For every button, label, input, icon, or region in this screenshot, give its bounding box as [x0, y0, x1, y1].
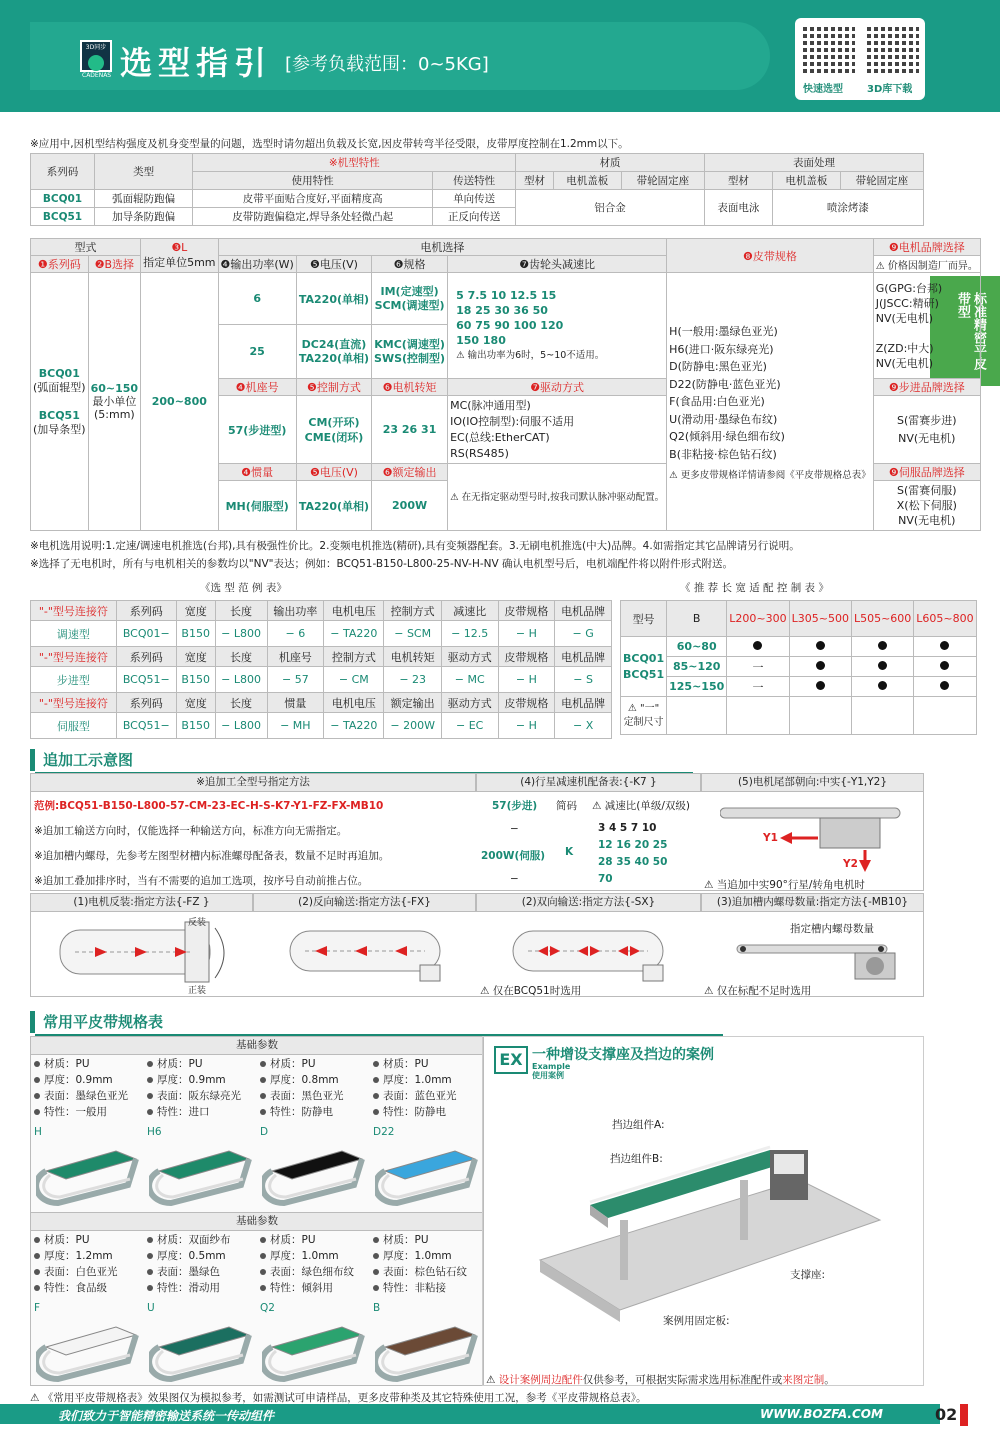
mb-diagram — [735, 935, 915, 980]
belt-card — [373, 1232, 486, 1296]
qr-label-select: 快速选型 — [803, 84, 843, 95]
sx-note: 仅在BCQ51时选用 — [492, 985, 582, 997]
belt-spec-line: 表面：黑色亚光 — [260, 1088, 373, 1104]
qr-label-download: 3D库下载 — [867, 84, 913, 95]
fx-diagram — [285, 925, 455, 985]
recommend-table: 型号 B L200~300 L305~500 L505~600 L605~800 BCQ01 BCQ51 60~80 85~120 一 125~150 一 ⚠ "一" 定制尺寸 — [620, 600, 977, 735]
belt-code: B — [373, 1302, 381, 1314]
belt-spec-line: 材质：双面纱布 — [147, 1232, 260, 1248]
page-header — [0, 0, 1000, 112]
sx-diagram — [508, 925, 678, 985]
addon-line-1: ※追加工输送方向时，仅能选择一种输送方向，标准方向无需指定。 — [34, 825, 348, 837]
case-note-4: 。 — [824, 1374, 835, 1386]
addon-header-y: (5)电机尾部朝向:中实{-Y1,Y2} — [701, 773, 924, 792]
belt-sample-image — [149, 1317, 254, 1397]
case-note-3: 来图定制 — [782, 1374, 825, 1386]
belt-base-header-2: 基础参数 — [30, 1212, 484, 1231]
belt-sample-image — [375, 1141, 480, 1221]
mb-header: (3)追加槽内螺母数量:指定方法{-MB10} — [701, 893, 924, 912]
page-number: 02 — [935, 1405, 958, 1424]
page-bar — [960, 1404, 968, 1426]
belt-spec-line: 厚度：0.9mm — [34, 1072, 147, 1088]
example-table: "-"型号连接符 系列码 宽度 长度 输出功率 电机电压 控制方式 减速比 皮带规格 电机品牌 调速型 BCQ01− B150 − L800 − 6 − TA220 − SCM − 12.5 − H − G "-"型号连接符 系列码 宽度 长度 机座号 控制方式 电机转矩 驱动方式 皮带规格 电机品牌 步进型 BCQ51− B150 − L800 − 57 − CM − 23 − MC − H − S "-"型号连接符 系列码 宽度 长度 惯量 电机电压 额定输出 驱动方式 皮带规格 电机品牌 伺服型 BCQ51− B150 − L800 − MH − TA220 − 200W − EC − H − X — [30, 600, 612, 739]
note-motor: ※电机选用说明:1.定速/调速电机推选(台邦),具有极强性价比。2.变频电机推选(精研),具有变频器配套。3.无刷电机推选(中大)品牌。4.如需指定其它品牌请另行说明。 — [30, 540, 800, 552]
belt-spec-line: 材质：PU — [34, 1232, 147, 1248]
belt-sample-image — [36, 1141, 141, 1221]
addon-header: ※追加工全型号指定方法 — [30, 773, 476, 792]
k-ratios: 3 4 5 7 10 12 16 20 25 28 35 40 50 70 — [598, 822, 668, 885]
k-dash: − — [510, 823, 519, 835]
belt-code: Q2 — [260, 1302, 275, 1314]
note-bottom: 《常用平皮带规格表》效果图仅为模拟参考，如需测试可申请样品，更多皮带种类及其它特殊使用工况，参考《平皮带规格总表》。 — [42, 1392, 647, 1404]
case-illustration — [530, 1110, 890, 1340]
belt-card — [260, 1056, 373, 1120]
k-code-head: 简码 — [556, 800, 577, 812]
belt-card — [147, 1056, 260, 1120]
addon-example: 范例:BCQ51-B150-L800-57-CM-23-EC-H-S-K7-Y1-FZ-FX-MB10 — [34, 800, 384, 812]
belt-spec-line: 厚度：1.0mm — [373, 1248, 486, 1264]
nut-label: 指定槽内螺母数量 — [790, 923, 874, 935]
section-title-addon: 追加工示意图 — [30, 749, 133, 771]
belt-spec-line: 特性：非粘接 — [373, 1280, 486, 1296]
rec-title: 《 推 荐 长 宽 适 配 控 制 表 》 — [680, 582, 829, 594]
belt-spec-line: 表面：棕色钻石纹 — [373, 1264, 486, 1280]
belt-spec-line: 特性：防静电 — [373, 1104, 486, 1120]
belt-spec-line: 厚度：0.8mm — [260, 1072, 373, 1088]
note-top: ※应用中,因机型结构强度及机身变型量的问题，选型时请勿超出负载及长宽,因皮带转弯半径受限，皮带厚度控制在1.2mm以下。 — [30, 138, 629, 150]
k-code: K — [565, 846, 574, 858]
footer-url[interactable]: WWW.BOZFA.COM — [760, 1407, 883, 1421]
k-200: 200W(伺服) — [481, 850, 546, 862]
belt-code: F — [34, 1302, 41, 1314]
fz-diagram — [55, 920, 235, 990]
belt-spec-line: 表面：蓝色亚光 — [373, 1088, 486, 1104]
page-title: 选型指引 — [120, 44, 273, 82]
k-ratio-head: 减速比(单级/双级) — [604, 800, 690, 812]
belt-spec-line: 特性：防静电 — [260, 1104, 373, 1120]
qr-panel — [795, 18, 925, 100]
cadenas-logo: 3D同步 CADENAS — [80, 40, 112, 72]
qr-code-icon[interactable] — [867, 24, 919, 76]
addon-line-3: ※追加工叠加排序时，当有不需要的追加工选项，按序号自动前推占位。 — [34, 875, 369, 887]
side-tab: 标准精密平皮带型 — [930, 276, 1000, 386]
belt-spec-line: 材质：PU — [147, 1056, 260, 1072]
y-note: 当追加中实90°行星/转角电机时 — [716, 879, 865, 891]
belt-card — [373, 1056, 486, 1120]
belt-spec-line: 厚度：0.5mm — [147, 1248, 260, 1264]
model-selection-table: 型式 ❸L 指定单位5mm 电机选择 ❽皮带规格 ❾电机品牌选择 ❶系列码 ❷B选择 ❹输出功率(W) ❺电压(V) ❻规格 ❼齿轮头减速比 ⚠ 价格因制造厂而异。 BCQ01 (弧面辊型) BCQ51 (加导条型) 60~150 最小单位 (5:mm) 200~800 6 TA220(单相) IM(定速型) SCM(调速型) 5 7.5 10 12.5 15 18 25 30 36 50 60 75 90 100 120 150 180 ⚠ 输出功率为6时，5~10不适用。 H(一般用:墨绿色亚光) H6(进口·阪东绿亮光) D(防静电:黑色亚光) D22(防静电·蓝色亚光) F(食品用:白色亚光) U(滑动用·墨绿色布纹) Q2(倾斜用·绿色细布纹) B(非粘接·棕色钻石纹) ⚠ 更多皮带规格详情请参阅《平皮带规格总表》 G(GPG:台邦) J(JSCC:精研) NV(无电机) Z(ZD:中大) NV(无电机) 25 DC24(直流) TA220(单相) KMC(调速型) SWS(控制型) ❹机座号 ❺控制方式 ❻电机转矩 ❼驱动方式 ❾步进品牌选择 57(步进型) CM(开环) CME(闭环) 23 26 31 MC(脉冲通用型) IO(IO控制型):伺服不适用 EC(总线:EtherCAT) RS(RS485) S(雷赛步进) NV(无电机) ❹惯量 ❺电压(V) ❻额定输出 ⚠ 在无指定驱动型号时,按我司默认脉冲驱动配置。 ❾伺服品牌选择 MH(伺服型) TA220(单相) 200W S(雷赛伺服) X(松下伺服) NV(无电机) — [30, 238, 981, 531]
y2-label: Y2 — [843, 858, 858, 870]
case-sub: Example 使用案例 — [532, 1062, 571, 1080]
belt-card — [34, 1232, 147, 1296]
fz-fwd-label: 正装 — [188, 986, 207, 996]
example-badge: EX — [494, 1046, 528, 1074]
belt-code: D22 — [373, 1126, 395, 1138]
belt-spec-line: 材质：PU — [260, 1056, 373, 1072]
belt-spec-line: 表面：阪东绿亮光 — [147, 1088, 260, 1104]
k-dash: − — [510, 873, 519, 885]
note-nv: ※选择了无电机时，所有与电机相关的参数均以"NV"表达；例如：BCQ51-B150-L800-25-NV-H-NV 确认电机型号后，电机端配件将以附件形式附送。 — [30, 558, 734, 570]
belt-base-header-1: 基础参数 — [30, 1036, 484, 1055]
fx-header: (2)反向输送:指定方法{-FX} — [253, 893, 476, 912]
belt-code: H — [34, 1126, 42, 1138]
case-note-2: 仅供参考，可根据实际需求选用标准配件或 — [582, 1374, 783, 1386]
example-title: 《选 型 范 例 表》 — [200, 582, 287, 594]
belt-sample-image — [36, 1317, 141, 1397]
case-label-a: 挡边组件A: — [612, 1119, 665, 1131]
belt-sample-image — [262, 1317, 367, 1397]
belt-spec-line: 厚度：1.2mm — [34, 1248, 147, 1264]
belt-spec-line: 特性：进口 — [147, 1104, 260, 1120]
belt-spec-line: 特性：滑动用 — [147, 1280, 260, 1296]
belt-spec-line: 材质：PU — [34, 1056, 147, 1072]
case-label-support: 支撑座: — [790, 1269, 826, 1281]
case-note-1: 设计案例周边配件 — [498, 1374, 583, 1386]
belt-spec-line: 特性：食品级 — [34, 1280, 147, 1296]
belt-spec-line: 表面：墨绿色 — [147, 1264, 260, 1280]
fz-rev-label: 反装 — [188, 918, 207, 928]
belt-card — [34, 1056, 147, 1120]
case-label-b: 挡边组件B: — [610, 1153, 663, 1165]
belt-sample-image — [149, 1141, 254, 1221]
footer-slogan: 我们致力于智能精密输送系统一传动组件 — [58, 1409, 275, 1423]
belt-spec-line: 特性：一般用 — [34, 1104, 147, 1120]
belt-spec-line: 厚度：1.0mm — [260, 1248, 373, 1264]
belt-code: H6 — [147, 1126, 162, 1138]
addon-header-k: (4)行星减速机配备表:{-K7 } — [476, 773, 701, 792]
belt-spec-line: 特性：倾斜用 — [260, 1280, 373, 1296]
fz-header: (1)电机反装:指定方法{-FZ } — [30, 893, 253, 912]
belt-spec-line: 厚度：1.0mm — [373, 1072, 486, 1088]
motor-tail-diagram — [720, 800, 920, 875]
belt-sample-image — [375, 1317, 480, 1397]
case-title: 一种增设支撑座及挡边的案例 — [532, 1047, 714, 1063]
y1-label: Y1 — [763, 832, 778, 844]
belt-code: D — [260, 1126, 269, 1138]
footer — [0, 1404, 940, 1424]
addon-line-2: ※追加槽内螺母，先参考左图型材槽内标准螺母配备表，数量不足时再追加。 — [34, 850, 390, 862]
belt-card — [260, 1232, 373, 1296]
belt-spec-line: 材质：PU — [373, 1056, 486, 1072]
k-57: 57(步进) — [492, 800, 538, 812]
belt-card — [147, 1232, 260, 1296]
qr-code-icon[interactable] — [803, 24, 855, 76]
belt-spec-line: 材质：PU — [260, 1232, 373, 1248]
sx-header: (2)双向输送:指定方法{-SX} — [476, 893, 701, 912]
belt-sample-image — [262, 1141, 367, 1221]
belt-spec-line: 表面：墨绿色亚光 — [34, 1088, 147, 1104]
page-subtitle: [参考负载范围：0~5KG] — [285, 54, 489, 75]
belt-spec-line: 厚度：0.9mm — [147, 1072, 260, 1088]
series-feature-table: 系列码 类型 ※机型特性 材质 表面处理 使用特性 传送特性 型材 电机盖板 带轮固定座 型材 电机盖板 带轮固定座 BCQ01 弧面辊防跑偏 皮带平面贴合度好,平面精度高 单向传送 铝合金 表面电泳 喷涂烤漆 BCQ51 加导条防跑偏 皮带防跑偏稳定,焊导条处轻微凸起 正反向传送 — [30, 153, 924, 226]
belt-spec-line: 表面：绿色细布纹 — [260, 1264, 373, 1280]
case-label-plate: 案例用固定板: — [663, 1315, 730, 1327]
belt-spec-line: 表面：白色亚光 — [34, 1264, 147, 1280]
belt-code: U — [147, 1302, 155, 1314]
mb-note: 仅在标配不足时选用 — [716, 985, 812, 997]
belt-spec-line: 材质：PU — [373, 1232, 486, 1248]
section-title-belts: 常用平皮带规格表 — [30, 1011, 163, 1033]
